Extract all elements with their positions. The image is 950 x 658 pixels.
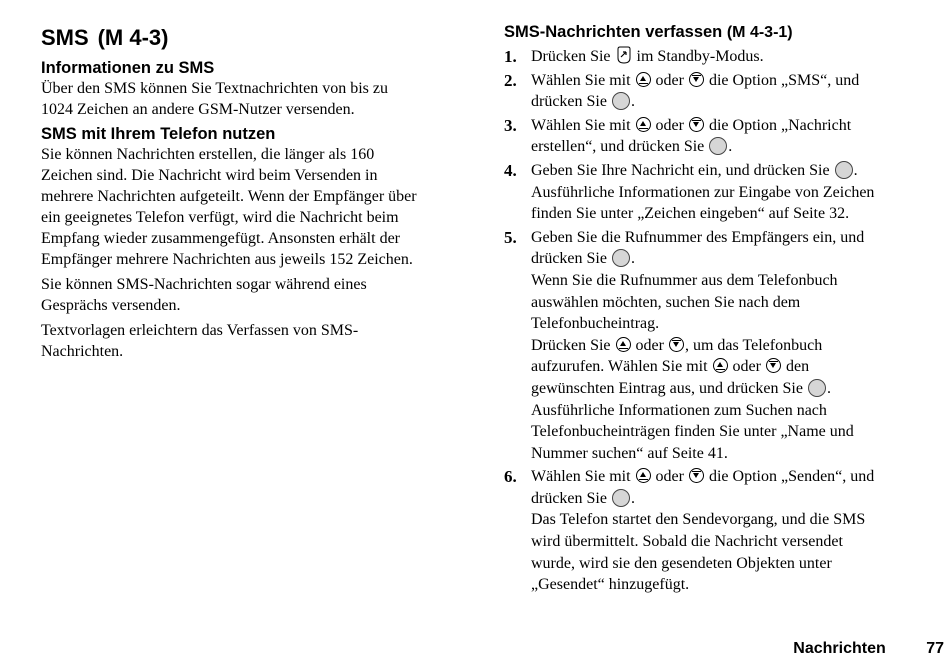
- use-paragraph: Sie können Nachrichten erstellen, die länger als 160 Zeichen sind. Die Nachricht wird beim Versenden in mehrere Nachrichten aufgeteilt. Wenn der Empfänger über ein geeignetes Telefon verfügt, wird die Nachricht beim Empfang wieder zusammengefügt. Ansonsten erhält der Empfänger mehrere Nachrichten aus jeweils 152 Zeichen.: [41, 146, 417, 268]
- ok-button-icon: [835, 161, 853, 179]
- right-column: [504, 20, 924, 598]
- step-5: 5. Geben Sie die Rufnummer des Empfängers ein, und drücken Sie . Wenn Sie die Rufnummer aus dem Telefonbuch auswählen möchten, suchen Sie nach dem Telefonbucheintrag. Drücken Sie oder , um das Telefonbuch aufzurufen. Wählen Sie mit oder den gewünschten Eintrag aus, und drücken Sie . Ausführliche Informationen zum Suchen nach Telefonbucheinträgen finden Sie unter „Name und Nummer suchen“ auf Seite 41.: [504, 227, 865, 462]
- nav-down-icon: [689, 117, 704, 132]
- ok-button-icon: [808, 379, 826, 397]
- section-title: [504, 22, 924, 43]
- nav-up-icon: [636, 468, 651, 483]
- nav-up-icon: [636, 72, 651, 87]
- step-3: 3. Wählen Sie mit oder die Option „Nachricht erstellen“, und drücken Sie .: [504, 115, 852, 156]
- nav-down-icon: [766, 358, 781, 373]
- step-number: 6.: [504, 467, 517, 487]
- page-title: [41, 20, 466, 52]
- nav-up-icon: [616, 337, 631, 352]
- page-footer: [793, 640, 944, 658]
- nav-down-icon: [689, 468, 704, 483]
- step-2: 2. Wählen Sie mit oder die Option „SMS“, und drücken Sie .: [504, 70, 860, 111]
- info-heading: Informationen zu SMS: [41, 59, 215, 77]
- step-number: 2.: [504, 70, 517, 90]
- left-column: [41, 20, 466, 366]
- title-main: SMS: [41, 25, 89, 50]
- step-4: 4. Geben Sie Ihre Nachricht ein, und drücken Sie . Ausführliche Informationen zur Eingabe von Zeichen finden Sie unter „Zeichen eingeben“ auf Seite 32.: [504, 160, 875, 223]
- step-number: 4.: [504, 160, 517, 180]
- template-paragraph: Textvorlagen erleichtern das Verfassen von SMS- Nachrichten.: [41, 322, 359, 360]
- nav-down-icon: [669, 337, 684, 352]
- step-number: 3.: [504, 115, 517, 135]
- steps-list: [504, 46, 924, 596]
- ok-button-icon: [709, 137, 727, 155]
- step-number: 1.: [504, 47, 517, 66]
- section-title-main: SMS-Nachrichten verfassen: [504, 23, 723, 41]
- info-paragraph: Über den SMS können Sie Textnachrichten von bis zu 1024 Zeichen an andere GSM-Nutzer versenden.: [41, 80, 388, 118]
- step-6: 6. Wählen Sie mit oder die Option „Senden“, und drücken Sie . Das Telefon startet den Sendevorgang, und die SMS wird übermittelt. Sobald die Nachricht versendet wurde, wird sie den gesendeten Objekten unter „Gesendet“ hinzugefügt.: [504, 467, 875, 594]
- use-heading: SMS mit Ihrem Telefon nutzen: [41, 125, 276, 143]
- ok-button-icon: [612, 249, 630, 267]
- step-1: 1. Drücken Sie im Standby-Modus.: [504, 47, 764, 66]
- send-key-icon: [617, 46, 631, 64]
- nav-down-icon: [689, 72, 704, 87]
- nav-up-icon: [636, 117, 651, 132]
- ok-button-icon: [612, 92, 630, 110]
- nav-up-icon: [713, 358, 728, 373]
- page-number: 77: [926, 640, 944, 657]
- section-title-ref: (M 4-3-1): [726, 24, 793, 41]
- footer-section: Nachrichten: [793, 640, 886, 657]
- step-number: 5.: [504, 227, 517, 247]
- title-ref: (M 4-3): [97, 25, 169, 50]
- call-paragraph: Sie können SMS-Nachrichten sogar während eines Gesprächs versenden.: [41, 276, 367, 314]
- ok-button-icon: [612, 489, 630, 507]
